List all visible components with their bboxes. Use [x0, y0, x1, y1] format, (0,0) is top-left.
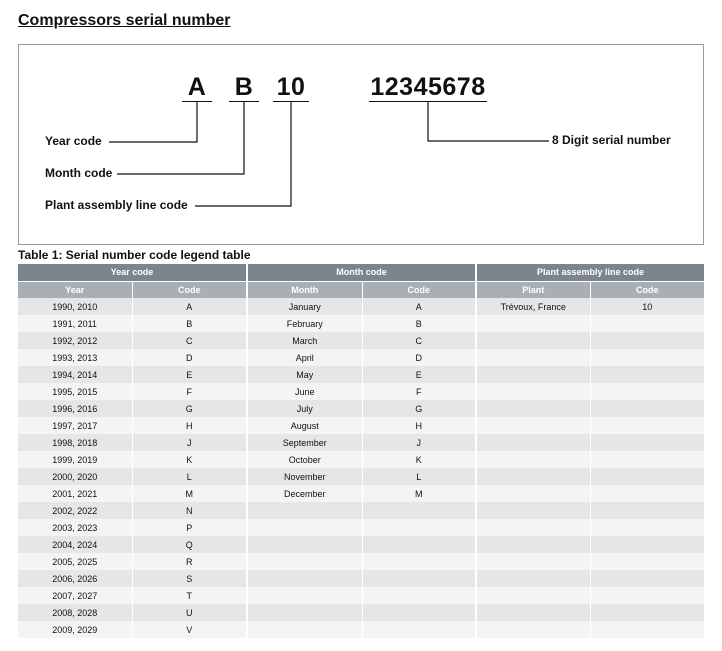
plant-code-cell: [590, 536, 704, 553]
month-code-cell: E: [362, 366, 476, 383]
year-cell: 2003, 2023: [18, 519, 132, 536]
month-cell: August: [247, 417, 362, 434]
month-cell: [247, 502, 362, 519]
table-row: [18, 621, 704, 638]
plant-cell: [476, 468, 590, 485]
year-cell: 2001, 2021: [18, 485, 132, 502]
year-cell: 2007, 2027: [18, 587, 132, 604]
year-code-cell: C: [132, 332, 247, 349]
month-code-cell: [362, 519, 476, 536]
column-header-plant-code: Code: [590, 281, 704, 298]
year-cell: 1992, 2012: [18, 332, 132, 349]
month-cell: June: [247, 383, 362, 400]
month-code-cell: [362, 604, 476, 621]
table-row: [18, 604, 704, 621]
year-code-cell: Q: [132, 536, 247, 553]
plant-code-cell: 10: [590, 298, 704, 315]
year-cell: 1997, 2017: [18, 417, 132, 434]
year-code-cell: L: [132, 468, 247, 485]
page-title: Compressors serial number: [18, 12, 231, 29]
year-code-cell: A: [132, 298, 247, 315]
year-cell: 1991, 2011: [18, 315, 132, 332]
column-header-plant: Plant: [476, 281, 590, 298]
month-code-value: B: [234, 73, 254, 101]
year-code-cell: K: [132, 451, 247, 468]
year-cell: 1998, 2018: [18, 434, 132, 451]
table-row: [18, 468, 704, 485]
year-cell: 1995, 2015: [18, 383, 132, 400]
month-code-cell: [362, 553, 476, 570]
month-code-cell: M: [362, 485, 476, 502]
month-cell: [247, 570, 362, 587]
month-code-cell: K: [362, 451, 476, 468]
column-header-row: [18, 281, 704, 298]
month-code-cell: D: [362, 349, 476, 366]
plant-cell: [476, 502, 590, 519]
month-cell: [247, 587, 362, 604]
group-header-plant: Plant assembly line code: [476, 264, 704, 281]
table-row: [18, 383, 704, 400]
plant-code-label: Plant assembly line code: [45, 198, 188, 212]
year-code-cell: G: [132, 400, 247, 417]
plant-code-cell: [590, 587, 704, 604]
month-code-cell: A: [362, 298, 476, 315]
column-header-month: Month: [247, 281, 362, 298]
plant-cell: [476, 604, 590, 621]
year-code-cell: S: [132, 570, 247, 587]
month-cell: November: [247, 468, 362, 485]
month-code-cell: F: [362, 383, 476, 400]
table-row: [18, 587, 704, 604]
month-code-underline: [229, 101, 259, 102]
month-cell: [247, 553, 362, 570]
month-cell: [247, 519, 362, 536]
month-cell: March: [247, 332, 362, 349]
plant-cell: [476, 621, 590, 638]
group-header-row: [18, 264, 704, 281]
month-cell: [247, 536, 362, 553]
month-code-cell: [362, 621, 476, 638]
table-row: [18, 400, 704, 417]
plant-callout-line: [195, 102, 291, 206]
year-cell: 2002, 2022: [18, 502, 132, 519]
month-code-cell: H: [362, 417, 476, 434]
group-header-month: Month code: [247, 264, 476, 281]
table-row: [18, 349, 704, 366]
plant-cell: [476, 332, 590, 349]
year-code-cell: J: [132, 434, 247, 451]
year-code-cell: B: [132, 315, 247, 332]
group-header-year: Year code: [18, 264, 247, 281]
plant-cell: [476, 485, 590, 502]
column-header-year: Year: [18, 281, 132, 298]
table-row: [18, 451, 704, 468]
year-code-cell: D: [132, 349, 247, 366]
month-code-cell: C: [362, 332, 476, 349]
month-code-cell: B: [362, 315, 476, 332]
month-cell: December: [247, 485, 362, 502]
plant-cell: [476, 553, 590, 570]
year-cell: 2005, 2025: [18, 553, 132, 570]
year-code-label: Year code: [45, 134, 102, 148]
plant-code-cell: [590, 349, 704, 366]
month-cell: April: [247, 349, 362, 366]
year-callout-line: [109, 102, 197, 142]
year-code-cell: R: [132, 553, 247, 570]
month-cell: [247, 621, 362, 638]
year-code-value: A: [187, 73, 207, 101]
month-callout-line: [117, 102, 244, 174]
plant-cell: Trévoux, France: [476, 298, 590, 315]
year-cell: 2006, 2026: [18, 570, 132, 587]
month-cell: February: [247, 315, 362, 332]
plant-code-cell: [590, 604, 704, 621]
year-code-cell: T: [132, 587, 247, 604]
serial-code-legend-table: [18, 264, 704, 638]
table-caption: Table 1: Serial number code legend table: [18, 248, 251, 262]
month-cell: [247, 604, 362, 621]
month-cell: October: [247, 451, 362, 468]
year-cell: 1990, 2010: [18, 298, 132, 315]
year-code-cell: F: [132, 383, 247, 400]
year-code-cell: M: [132, 485, 247, 502]
month-code-cell: [362, 536, 476, 553]
year-cell: 1996, 2016: [18, 400, 132, 417]
plant-cell: [476, 417, 590, 434]
month-cell: January: [247, 298, 362, 315]
year-cell: 1994, 2014: [18, 366, 132, 383]
table-row: [18, 536, 704, 553]
plant-cell: [476, 519, 590, 536]
plant-code-cell: [590, 451, 704, 468]
column-header-month-code: Code: [362, 281, 476, 298]
plant-code-cell: [590, 570, 704, 587]
year-code-cell: E: [132, 366, 247, 383]
table-row: [18, 417, 704, 434]
year-code-cell: P: [132, 519, 247, 536]
plant-code-cell: [590, 502, 704, 519]
plant-code-cell: [590, 485, 704, 502]
plant-code-cell: [590, 332, 704, 349]
table-row: [18, 332, 704, 349]
table-row: [18, 315, 704, 332]
year-code-cell: U: [132, 604, 247, 621]
year-code-cell: N: [132, 502, 247, 519]
plant-code-cell: [590, 468, 704, 485]
plant-code-cell: [590, 434, 704, 451]
year-code-cell: H: [132, 417, 247, 434]
year-code-cell: V: [132, 621, 247, 638]
table-row: [18, 519, 704, 536]
plant-code-cell: [590, 400, 704, 417]
year-cell: 1993, 2013: [18, 349, 132, 366]
month-code-label: Month code: [45, 166, 113, 180]
plant-cell: [476, 366, 590, 383]
table-row: [18, 553, 704, 570]
plant-code-cell: [590, 315, 704, 332]
table-row: [18, 570, 704, 587]
plant-code-cell: [590, 383, 704, 400]
month-code-cell: J: [362, 434, 476, 451]
plant-cell: [476, 587, 590, 604]
year-code-underline: [182, 101, 212, 102]
plant-code-value: 10: [276, 73, 306, 101]
plant-cell: [476, 434, 590, 451]
serial-callout-line: [428, 102, 549, 141]
year-cell: 2000, 2020: [18, 468, 132, 485]
serial-number-diagram: [18, 44, 704, 245]
plant-code-cell: [590, 621, 704, 638]
month-code-cell: [362, 587, 476, 604]
plant-code-cell: [590, 553, 704, 570]
month-code-cell: L: [362, 468, 476, 485]
year-cell: 2009, 2029: [18, 621, 132, 638]
month-cell: July: [247, 400, 362, 417]
table-row: [18, 366, 704, 383]
table-row: [18, 434, 704, 451]
plant-cell: [476, 451, 590, 468]
serial-number-value: 12345678: [370, 73, 486, 101]
plant-cell: [476, 383, 590, 400]
table-row: [18, 298, 704, 315]
plant-code-cell: [590, 366, 704, 383]
column-header-year-code: Code: [132, 281, 247, 298]
plant-code-cell: [590, 417, 704, 434]
plant-cell: [476, 349, 590, 366]
month-code-cell: [362, 570, 476, 587]
serial-number-label: 8 Digit serial number: [552, 133, 671, 147]
month-code-cell: [362, 502, 476, 519]
plant-code-cell: [590, 519, 704, 536]
plant-cell: [476, 536, 590, 553]
plant-cell: [476, 315, 590, 332]
year-cell: 2008, 2028: [18, 604, 132, 621]
year-cell: 1999, 2019: [18, 451, 132, 468]
table-row: [18, 485, 704, 502]
plant-cell: [476, 570, 590, 587]
year-cell: 2004, 2024: [18, 536, 132, 553]
plant-code-underline: [273, 101, 309, 102]
serial-number-underline: [369, 101, 487, 102]
month-code-cell: G: [362, 400, 476, 417]
table-row: [18, 502, 704, 519]
month-cell: September: [247, 434, 362, 451]
month-cell: May: [247, 366, 362, 383]
plant-cell: [476, 400, 590, 417]
